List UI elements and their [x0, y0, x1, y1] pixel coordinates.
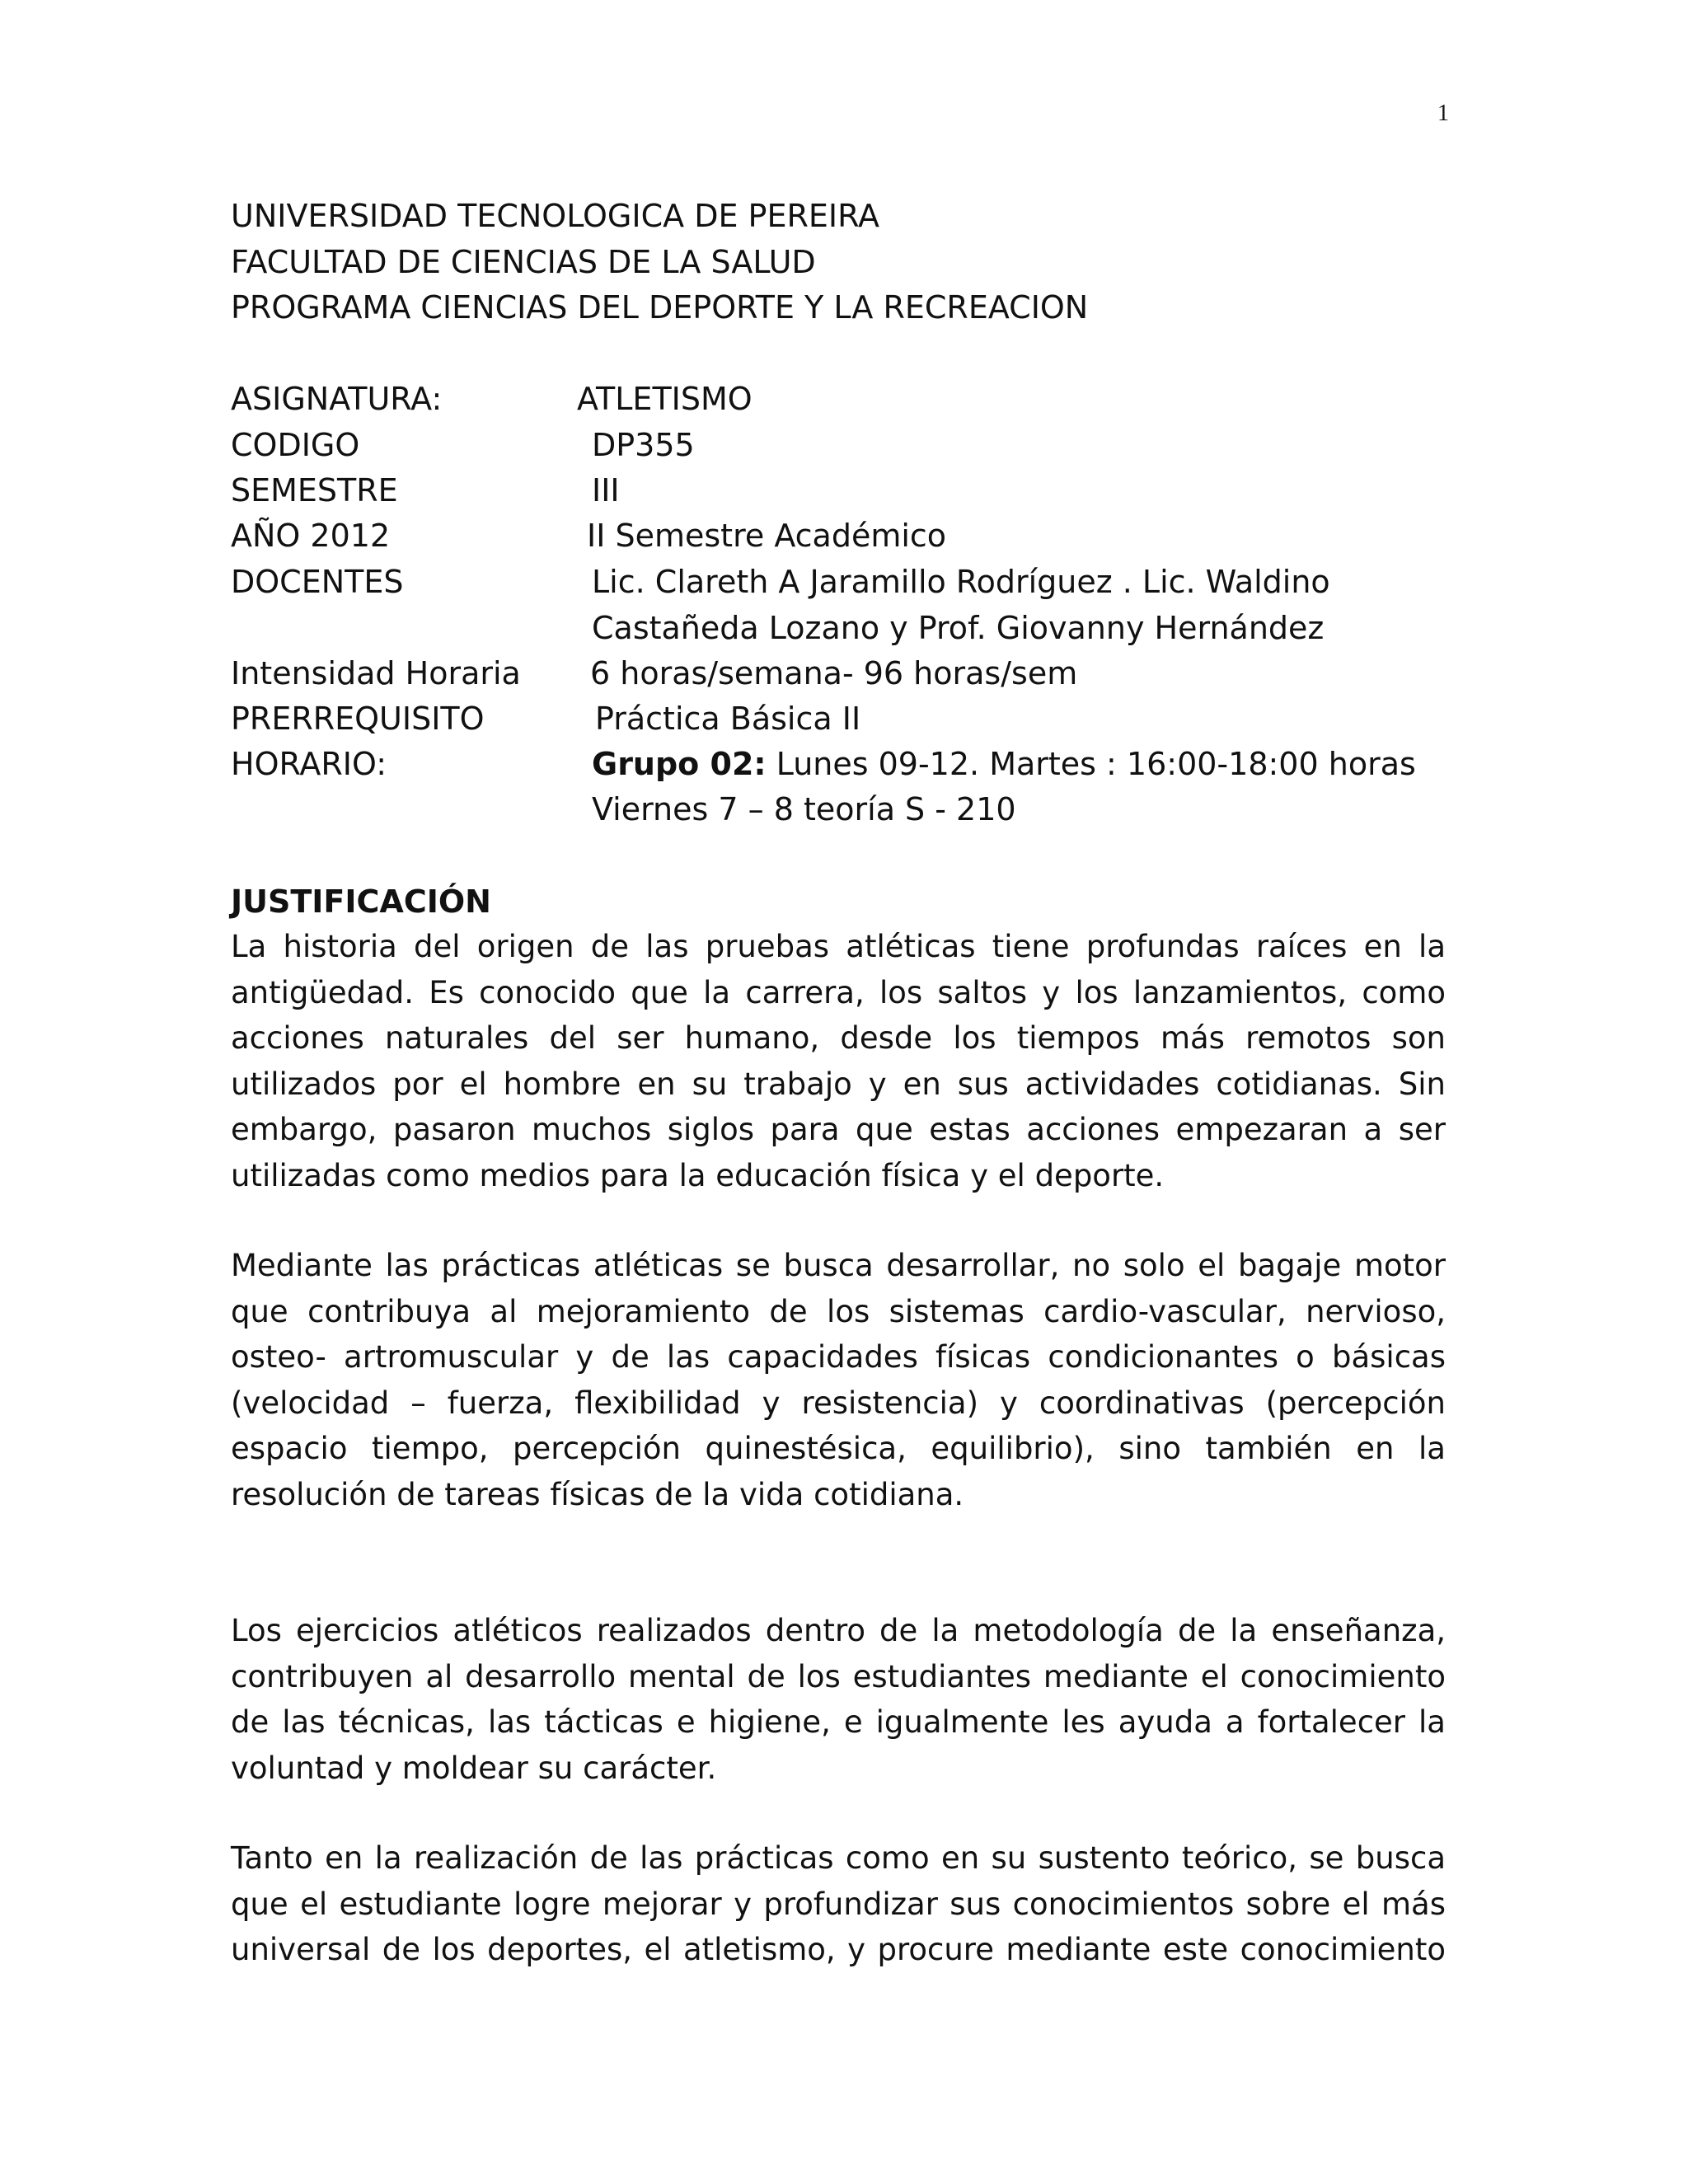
horario-label: HORARIO:: [231, 746, 387, 782]
program-name: PROGRAMA CIENCIAS DEL DEPORTE Y LA RECREACION: [231, 289, 1089, 326]
intensidad-value: 6 horas/semana- 96 horas/sem: [590, 655, 1078, 691]
paragraph-2: Mediante las prácticas atléticas se busca desarrollar, no solo el bagaje motor que contribuya al mejoramiento de los sistemas cardio-vascular, nervioso, osteo- artromuscular y de las capacidades físicas condicionantes o básicas (velocidad – fuerza, flexibilidad y resistencia) y coordinativas (percepción espacio tiempo, percepción quinestésica, equilibrio), sino también en la resolución de tareas físicas de la vida cotidiana.: [231, 1248, 1446, 1512]
docentes-value-line-2: Castañeda Lozano y Prof. Giovanny Hernández: [592, 610, 1325, 646]
section-heading-justificacion: JUSTIFICACIÓN: [231, 883, 491, 920]
horario-value-line-2: Viernes 7 – 8 teoría S - 210: [592, 791, 1016, 827]
codigo-value: DP355: [592, 427, 695, 463]
asignatura-label: ASIGNATURA:: [231, 381, 443, 417]
faculty-name: FACULTAD DE CIENCIAS DE LA SALUD: [231, 244, 816, 280]
university-name: UNIVERSIDAD TECNOLOGICA DE PEREIRA: [231, 198, 879, 234]
anio-value: II Semestre Académico: [587, 518, 947, 554]
anio-label: AÑO 2012: [231, 518, 391, 554]
page-number: 1: [1437, 101, 1449, 126]
paragraph-3: Los ejercicios atléticos realizados dentro de la metodología de la enseñanza, contribuyen al desarrollo mental de los estudiantes mediante el conocimiento de las técnicas, las tácticas e higiene, e igualmente les ayuda a fortalecer la voluntad y moldear su carácter.: [231, 1613, 1446, 1786]
semestre-label: SEMESTRE: [231, 472, 398, 509]
codigo-label: CODIGO: [231, 427, 360, 463]
horario-value-line-1: [592, 746, 1416, 782]
paragraph-1: La historia del origen de las pruebas atléticas tiene profundas raíces en la antigüedad. Es conocido que la carrera, los saltos y los lanzamientos, como acciones naturales del ser humano, desde los tiempos más remotos son utilizados por el hombre en su trabajo y en sus actividades cotidianas. Sin embargo, pasaron muchos siglos para que estas acciones empezaran a ser utilizadas como medios para la educación física y el deporte.: [231, 929, 1446, 1193]
horario-schedule: Lunes 09-12. Martes : 16:00-18:00 horas: [766, 746, 1416, 782]
asignatura-value: ATLETISMO: [577, 381, 753, 417]
horario-group: Grupo 02:: [592, 746, 767, 782]
docentes-value-line-1: Lic. Clareth A Jaramillo Rodríguez . Lic. Waldino: [592, 564, 1330, 600]
intensidad-label: Intensidad Horaria: [231, 655, 521, 691]
docentes-label: DOCENTES: [231, 564, 404, 600]
prerrequisito-label: PRERREQUISITO: [231, 701, 485, 737]
paragraph-4: Tanto en la realización de las prácticas como en su sustento teórico, se busca que el estudiante logre mejorar y profundizar sus conocimientos sobre el más universal de los deportes, el atletismo, y procure mediante este conocimiento: [231, 1840, 1446, 1967]
prerrequisito-value: Práctica Básica II: [595, 701, 861, 737]
semestre-value: III: [592, 472, 620, 509]
